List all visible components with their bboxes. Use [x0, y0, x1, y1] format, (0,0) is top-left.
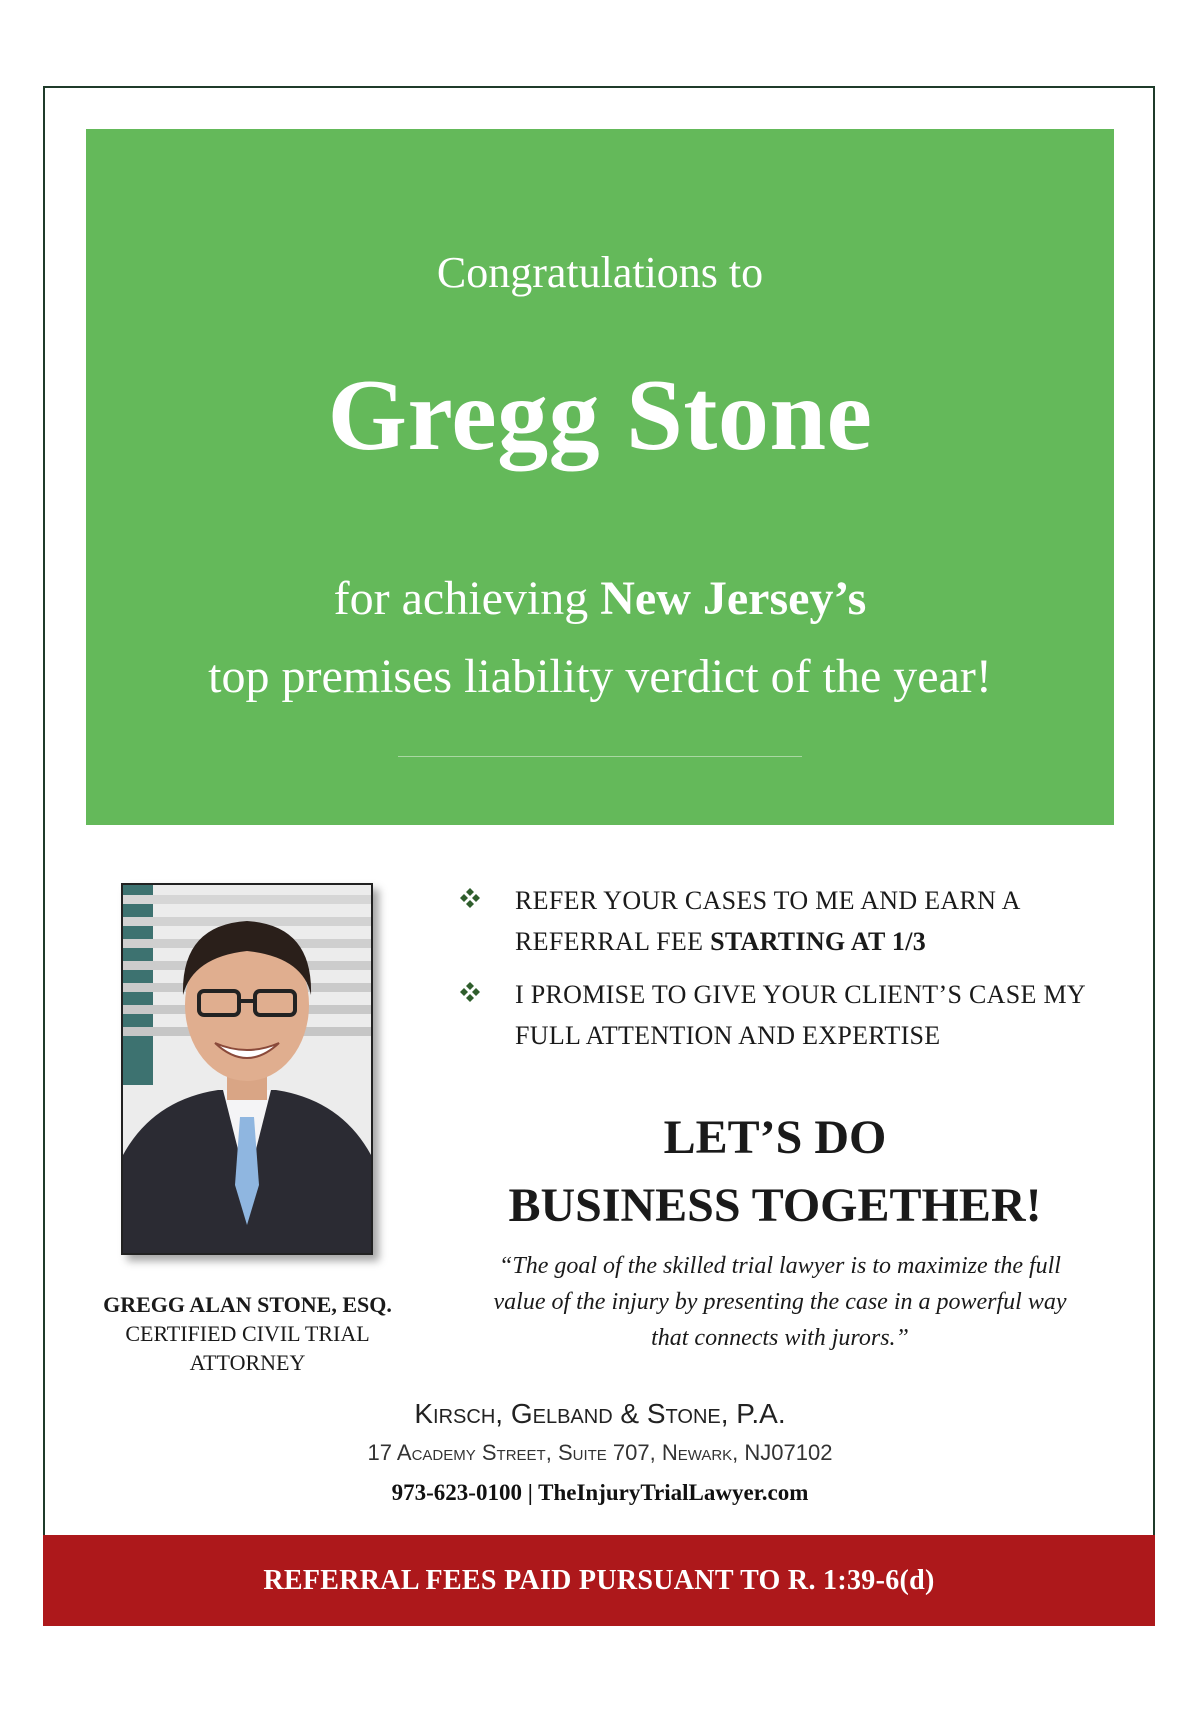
diamond-cluster-icon — [458, 886, 482, 910]
diamond-cluster-icon — [458, 980, 482, 1004]
attorney-photo — [121, 883, 373, 1255]
benefit-line-2-prefix: REFERRAL FEE — [515, 927, 711, 956]
attorney-name: GREGG ALAN STONE, ESQ. — [103, 1292, 392, 1317]
firm-website-link[interactable]: TheInjuryTrialLawyer.com — [538, 1480, 809, 1505]
quote-line-2: value of the injury by presenting the case in a powerful way — [493, 1289, 1067, 1315]
referral-fee-highlight: STARTING AT 1/3 — [710, 927, 927, 956]
attorney-caption — [60, 1290, 435, 1377]
firm-contact — [0, 1480, 1200, 1506]
achievement-prefix: for achieving — [333, 572, 601, 625]
benefit-line-1: REFER YOUR CASES TO ME AND EARN A — [515, 886, 1021, 915]
call-to-action — [435, 1104, 1115, 1240]
benefit-line-2: FULL ATTENTION AND EXPERTISE — [515, 1021, 941, 1050]
contact-separator: | — [527, 1480, 533, 1505]
attorney-portrait-image — [123, 885, 371, 1253]
quote-line-1: “The goal of the skilled trial lawyer is to maximize the full — [499, 1253, 1061, 1279]
cta-line-1: LET’S DO — [663, 1111, 887, 1164]
referral-fee-footer: REFERRAL FEES PAID PURSUANT TO R. 1:39-6(d) — [43, 1535, 1155, 1626]
firm-phone[interactable]: 973-623-0100 — [391, 1480, 522, 1505]
cta-line-2: BUSINESS TOGETHER! — [508, 1179, 1042, 1232]
list-item — [455, 880, 1115, 962]
firm-address: 17 Academy Street, Suite 707, Newark, NJ07102 — [367, 1440, 833, 1465]
congratulations-heading: Congratulations to — [436, 248, 764, 297]
benefit-list — [455, 880, 1115, 1056]
achievement-line-1 — [86, 571, 1114, 626]
list-item — [455, 974, 1115, 1056]
congratulations-panel — [86, 129, 1114, 825]
attorney-title-line-1: CERTIFIED CIVIL TRIAL — [125, 1321, 370, 1346]
quote-line-3: that connects with jurors.” — [651, 1325, 909, 1351]
panel-divider — [398, 756, 802, 757]
firm-name: Kirsch, Gelband & Stone, P.A. — [414, 1398, 786, 1429]
benefit-line-2 — [515, 921, 1115, 962]
achievement-state: New Jersey’s — [600, 572, 867, 625]
attorney-quote — [470, 1248, 1090, 1356]
benefit-line-1: I PROMISE TO GIVE YOUR CLIENT’S CASE MY — [515, 980, 1086, 1009]
attorney-title-line-2: ATTORNEY — [189, 1350, 306, 1375]
achievement-line-2: top premises liability verdict of the year! — [208, 650, 992, 703]
honoree-name: Gregg Stone — [327, 359, 873, 472]
